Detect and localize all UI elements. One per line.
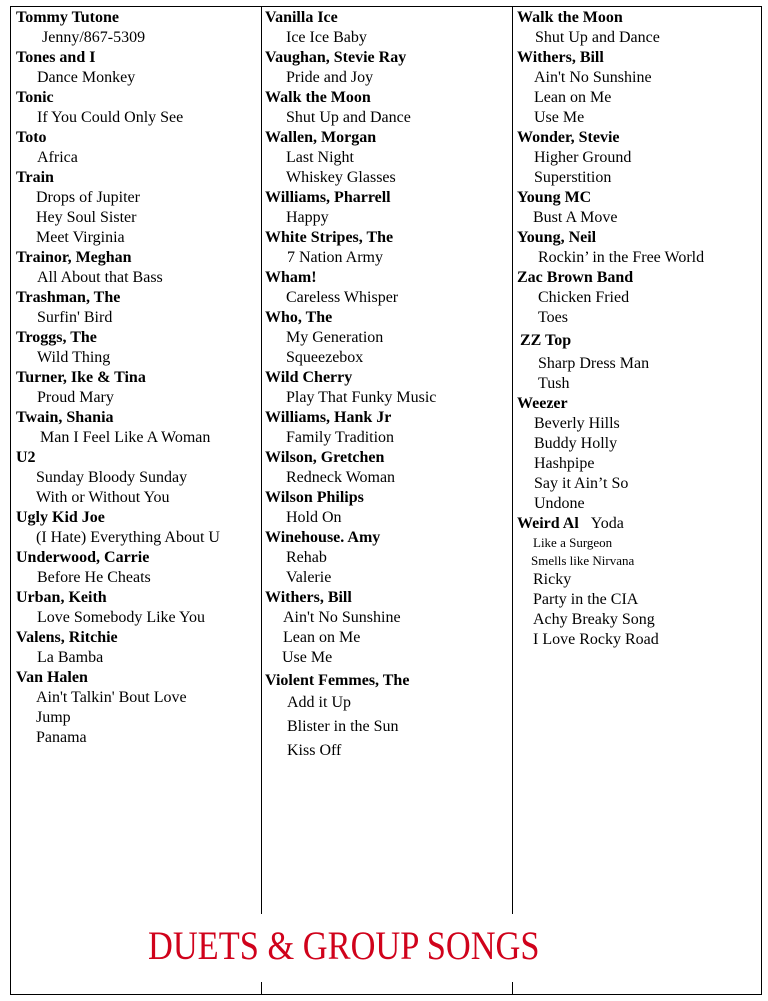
song-title: Rehab [286, 549, 327, 566]
song-title: Play That Funky Music [286, 389, 437, 406]
artist-name: Walk the Moon [517, 9, 623, 26]
song-title: Shut Up and Dance [286, 109, 411, 126]
song-title: Kiss Off [287, 742, 342, 759]
song-title: (I Hate) Everything About U [36, 529, 220, 546]
song-title: Before He Cheats [37, 569, 151, 586]
song-title: 7 Nation Army [287, 249, 383, 266]
artist-name: Train [16, 169, 54, 186]
artist-name: Violent Femmes, The [265, 672, 410, 689]
song-title: Happy [286, 209, 329, 226]
artist-name: Wild Cherry [265, 369, 353, 386]
song-title: Lean on Me [283, 629, 361, 646]
song-title: Jump [36, 709, 71, 726]
artist-name: Wilson Philips [265, 489, 364, 506]
artist-name: Wham! [265, 269, 317, 286]
song-title: Lean on Me [534, 89, 612, 106]
song-title: Tush [538, 375, 570, 392]
song-title: Party in the CIA [533, 591, 639, 608]
artist-name: Twain, Shania [16, 409, 114, 426]
song-title: Sunday Bloody Sunday [36, 469, 188, 486]
song-title: Ain't Talkin' Bout Love [36, 689, 187, 706]
song-title: Whiskey Glasses [286, 169, 396, 186]
song-title: Toes [538, 309, 568, 326]
artist-name: Trashman, The [16, 289, 121, 306]
page-title: DUETS & GROUP SONGS [148, 923, 540, 968]
song-title: Careless Whisper [286, 289, 399, 306]
song-title: With or Without You [36, 489, 170, 506]
song-title: Say it Ain’t So [534, 475, 629, 492]
artist-name: Withers, Bill [265, 589, 352, 606]
song-title: Family Tradition [286, 429, 395, 446]
song-title: Use Me [282, 649, 333, 666]
song-title: Hey Soul Sister [36, 209, 137, 226]
artist-name: Young, Neil [517, 229, 597, 246]
column-2 [265, 8, 436, 763]
artist-name: Williams, Pharrell [265, 189, 391, 206]
song-title: Proud Mary [37, 389, 114, 406]
artist-name: Valens, Ritchie [16, 629, 118, 646]
artist-name-text: Weird Al [517, 515, 579, 532]
song-title: Buddy Holly [534, 435, 618, 452]
artist-name: Winehouse. Amy [265, 529, 381, 546]
song-title: Africa [37, 149, 78, 166]
song-title: Beverly Hills [534, 415, 620, 432]
song-title: Superstition [534, 169, 612, 186]
artist-name: Who, The [265, 309, 333, 326]
song-title: Ice Ice Baby [286, 29, 367, 46]
song-title: I Love Rocky Road [533, 631, 659, 648]
song-title: Blister in the Sun [287, 718, 399, 735]
song-title: Bust A Move [533, 209, 618, 226]
song-title: Dance Monkey [37, 69, 136, 86]
artist-name: Williams, Hank Jr [265, 409, 392, 426]
song-title: Smells like Nirvana [531, 553, 635, 568]
song-title: Panama [36, 729, 87, 746]
column-divider-2 [512, 6, 513, 914]
song-title: Chicken Fried [538, 289, 630, 306]
artist-name: Weezer [517, 395, 568, 412]
song-title: Higher Ground [534, 149, 632, 166]
song-title: Hashpipe [534, 455, 595, 472]
artist-name: Toto [16, 129, 47, 146]
artist-name: Walk the Moon [265, 89, 371, 106]
song-title: Surfin' Bird [37, 309, 113, 326]
song-title: La Bamba [37, 649, 104, 666]
artist-name: Zac Brown Band [517, 269, 634, 286]
song-title: Shut Up and Dance [535, 29, 660, 46]
song-title: Jenny/867-5309 [42, 29, 146, 46]
column-1 [16, 8, 220, 748]
song-title: All About that Bass [37, 269, 163, 286]
column-divider-2-tail [512, 982, 513, 995]
song-title: Squeezebox [286, 349, 364, 366]
song-title: Wild Thing [37, 349, 111, 366]
song-title: Valerie [286, 569, 332, 586]
artist-name: U2 [16, 449, 36, 466]
song-title: Achy Breaky Song [533, 611, 655, 628]
song-title: Yoda [590, 515, 624, 532]
artist-name: Troggs, The [16, 329, 97, 346]
song-title: Man I Feel Like A Woman [40, 429, 211, 446]
song-title: Hold On [286, 509, 342, 526]
artist-name: Vaughan, Stevie Ray [265, 49, 407, 66]
artist-name: Tonic [16, 89, 54, 106]
song-title: Sharp Dress Man [538, 355, 650, 372]
artist-name: Underwood, Carrie [16, 549, 150, 566]
song-title: Rockin’ in the Free World [538, 249, 705, 266]
song-title: Love Somebody Like You [37, 609, 205, 626]
song-title: Ain't No Sunshine [534, 69, 652, 86]
artist-name: Wallen, Morgan [265, 129, 377, 146]
artist-name: Wilson, Gretchen [265, 449, 385, 466]
column-divider-1 [261, 6, 262, 914]
song-title: Redneck Woman [286, 469, 396, 486]
artist-name: Ugly Kid Joe [16, 509, 105, 526]
song-title: Use Me [534, 109, 585, 126]
artist-name: Withers, Bill [517, 49, 604, 66]
song-title: Ain't No Sunshine [283, 609, 401, 626]
artist-name: Trainor, Meghan [16, 249, 132, 266]
song-title: If You Could Only See [37, 109, 184, 126]
artist-name: Van Halen [16, 669, 88, 686]
artist-name: Tones and I [16, 49, 96, 66]
column-3 [517, 8, 704, 650]
artist-name [517, 514, 704, 534]
song-title: Ricky [533, 571, 572, 588]
song-title: Pride and Joy [286, 69, 374, 86]
artist-name: Vanilla Ice [265, 9, 338, 26]
song-title: Add it Up [287, 694, 351, 711]
artist-name: Urban, Keith [16, 589, 107, 606]
artist-name: Turner, Ike & Tina [16, 369, 146, 386]
song-title: Last Night [286, 149, 354, 166]
song-title: My Generation [286, 329, 384, 346]
artist-name: White Stripes, The [265, 229, 394, 246]
song-title: Drops of Jupiter [36, 189, 140, 206]
column-divider-1-tail [261, 982, 262, 995]
song-title: Meet Virginia [36, 229, 125, 246]
song-title: Undone [534, 495, 585, 512]
artist-name: Wonder, Stevie [517, 129, 620, 146]
artist-name: Tommy Tutone [16, 9, 119, 26]
song-title: Like a Surgeon [533, 535, 613, 550]
artist-name: ZZ Top [520, 332, 572, 349]
artist-name: Young MC [517, 189, 592, 206]
